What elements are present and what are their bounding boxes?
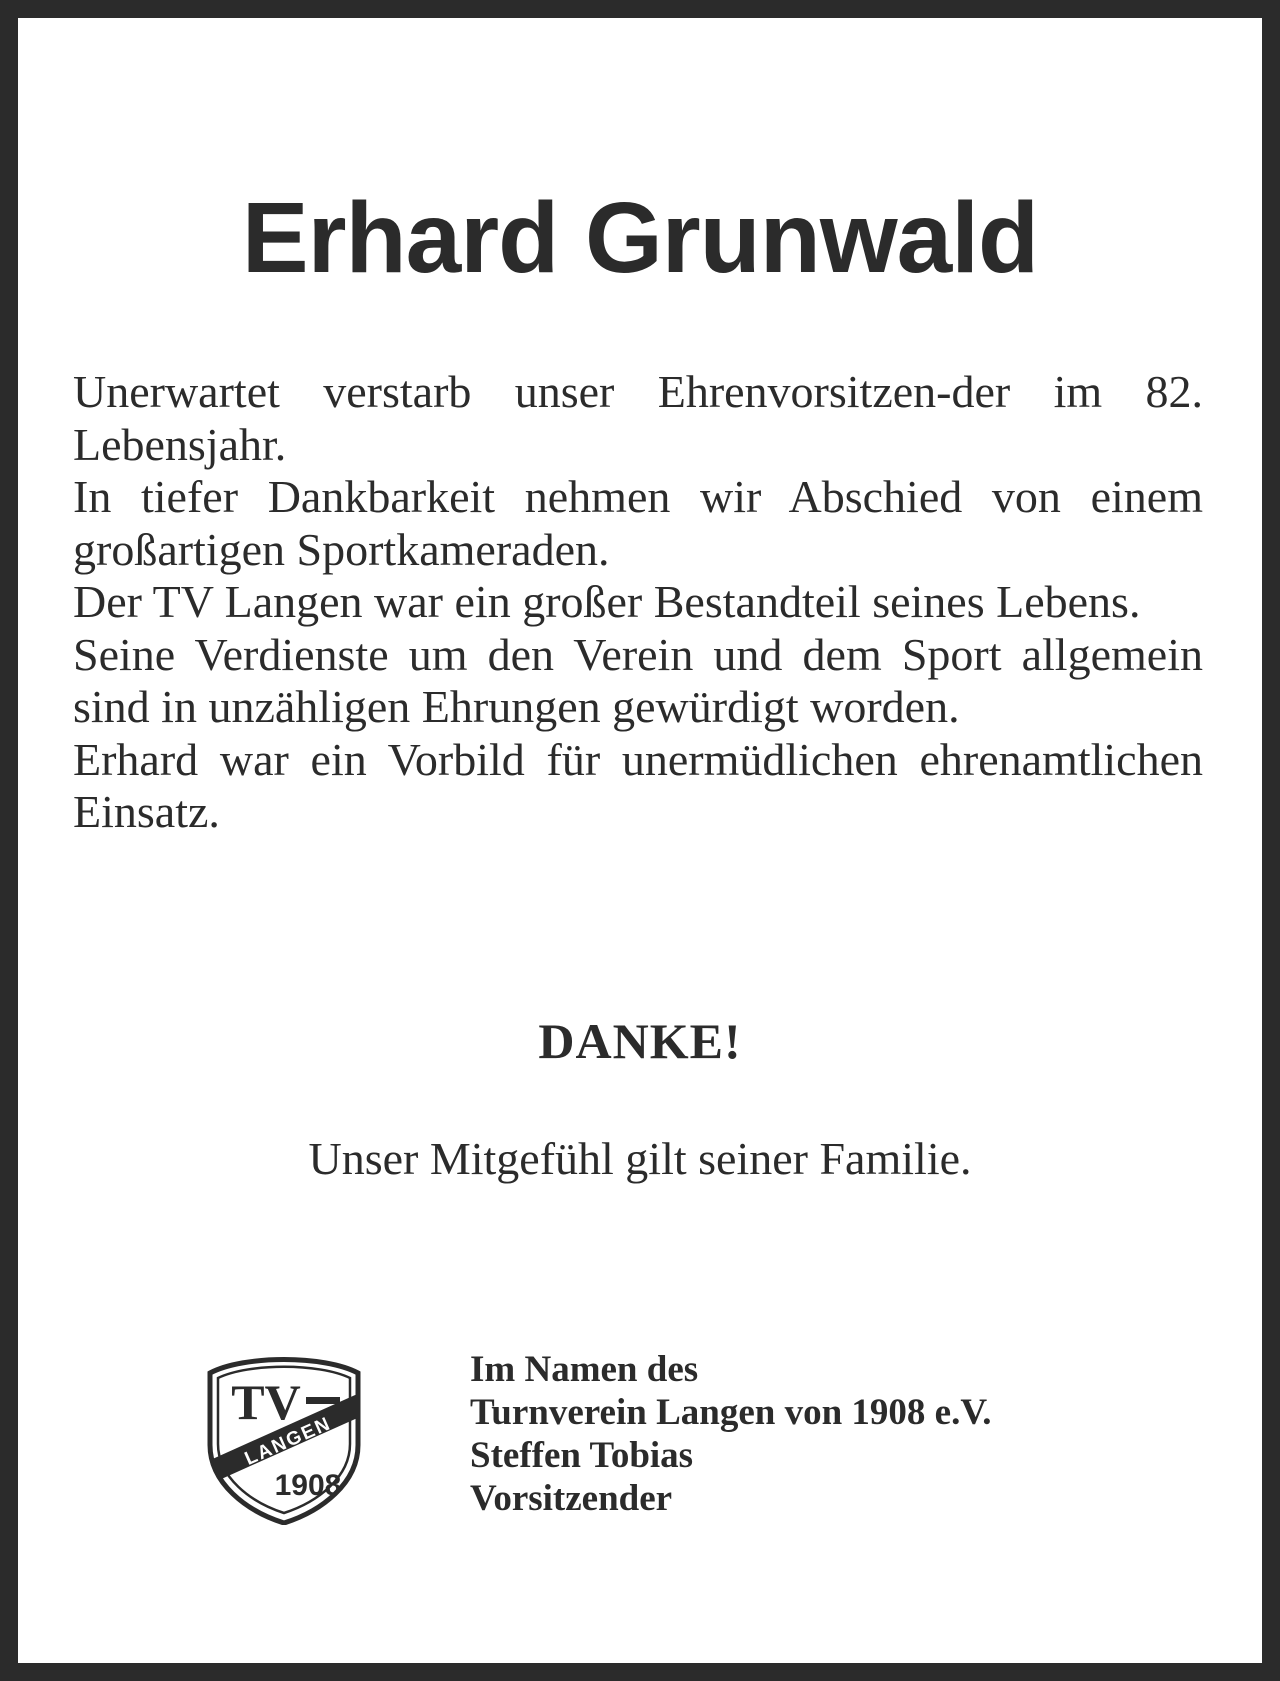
signature-line: Im Namen des xyxy=(470,1349,699,1390)
deceased-name: Erhard Grunwald xyxy=(241,182,1039,294)
tv-langen-1908-crest-icon xyxy=(204,1353,364,1525)
signature-line: Vorsitzender xyxy=(470,1478,673,1519)
condolence-line: Unser Mitgefühl gilt seiner Familie. xyxy=(308,1133,972,1184)
thanks-heading: DANKE! xyxy=(538,1013,742,1069)
body-paragraph: Seine Verdienste um den Verein und dem Sport allgemein sind in unzähligen Ehrungen gewürdigt worden. xyxy=(73,628,1203,732)
body-paragraph: Der TV Langen war ein großer Bestandteil seines Lebens. xyxy=(73,576,1141,627)
body-paragraph: In tiefer Dankbarkeit nehmen wir Abschied von einem großartigen Sportkameraden. xyxy=(73,471,1203,575)
obituary-body xyxy=(73,366,1203,839)
body-paragraph: Unerwartet verstarb unser Ehrenvorsitzen-der im 82. Lebensjahr. xyxy=(73,366,1203,470)
signature-line: Steffen Tobias xyxy=(470,1435,694,1476)
crest-letters: TV xyxy=(231,1374,301,1430)
body-paragraph: Erhard war ein Vorbild für unermüdlichen ehrenamtlichen Einsatz. xyxy=(73,733,1203,837)
signature-line: Turnverein Langen von 1908 e.V. xyxy=(470,1392,992,1433)
signature-block xyxy=(470,1348,992,1520)
crest-town: LANGEN xyxy=(241,1413,335,1470)
crest-year: 1908 xyxy=(274,1469,342,1502)
